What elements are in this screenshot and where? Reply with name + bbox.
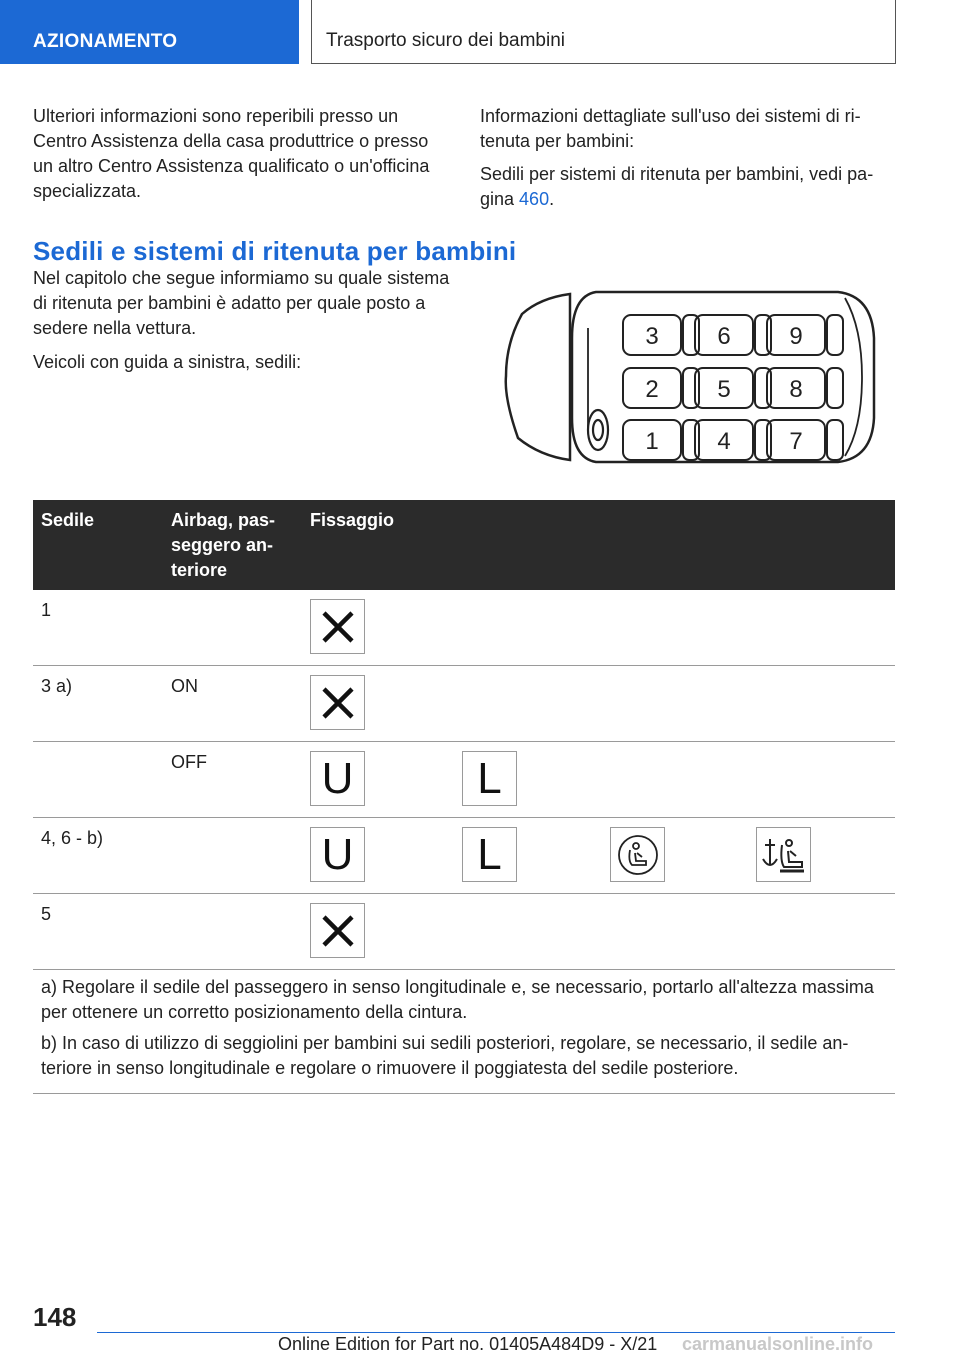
seat-backrest — [755, 315, 771, 355]
table-row — [33, 818, 895, 894]
seat-backrest — [683, 315, 699, 355]
seat-backrest — [755, 420, 771, 460]
footnote-a: a) Regolare il sedile del passeggero in senso longitudinale e, se necessario, portarlo all'altezza massima per ottenere un corretto posizionamento della cintura. — [41, 977, 874, 1022]
intro-paragraph: Nel capitolo che segue informiamo su quale sistema di ritenuta per bambini è adatto per quale posto a sedere nella vettura. — [33, 268, 450, 338]
seat-number: 3 — [645, 323, 659, 350]
seat-number: 7 — [789, 428, 803, 455]
edition-text: Online Edition for Part no. 01405A484D9 - X/21 — [278, 1334, 658, 1354]
header-seat: Sedile — [41, 510, 95, 530]
table-footnotes — [33, 968, 895, 1094]
x-icon — [310, 599, 365, 654]
details-paragraph: Informazioni dettagliate sull'uso dei sistemi di ritenuta per bambini: — [480, 106, 861, 151]
table-header — [33, 500, 895, 590]
right-column — [480, 104, 900, 220]
reference-paragraph — [480, 162, 900, 212]
info-paragraph: Ulteriori informazioni sono reperibili presso un Centro Assistenza della casa produttrice o presso un altro Centro Assistenza qualificato o un'officina specializzata. — [33, 106, 430, 201]
left-column — [33, 104, 443, 212]
seat-number: 1 — [645, 428, 659, 455]
seat-backrest — [827, 315, 843, 355]
header-airbag: Airbag, passeggero anteriore — [171, 510, 276, 580]
section-tab: AZIONAMENTO — [0, 0, 299, 64]
table-row — [33, 894, 895, 970]
seat-backrest — [683, 368, 699, 408]
seat-number: 8 — [789, 376, 803, 403]
l-icon: L — [462, 827, 517, 882]
seat-layout-diagram — [500, 288, 880, 466]
seat-cell: 1 — [41, 600, 52, 620]
table-row — [33, 590, 895, 666]
seat-number: 2 — [645, 376, 659, 403]
page-header — [0, 0, 960, 66]
airbag-cell: ON — [171, 676, 198, 696]
page-link[interactable]: 460 — [519, 189, 550, 209]
seat-number: 5 — [717, 376, 731, 403]
page-number: 148 — [33, 1302, 77, 1332]
seat-cell: 5 — [41, 904, 52, 924]
steering-wheel-icon — [588, 410, 608, 450]
seat-number: 4 — [717, 428, 731, 455]
seat-compatibility-table — [33, 500, 895, 970]
seat-backrest — [683, 420, 699, 460]
header-fixing: Fissaggio — [310, 510, 395, 530]
l-icon: L — [462, 751, 517, 806]
seat-number: 9 — [789, 323, 803, 350]
reference-text: Sedili per sistemi di ritenuta per bambini, vedi pagina — [480, 164, 874, 209]
section-heading: Sedili e sistemi di ritenuta per bambini — [33, 236, 517, 266]
isofix-seat-icon — [610, 827, 665, 882]
x-icon — [310, 675, 365, 730]
anchor-seat-icon — [756, 827, 811, 882]
seat-backrest — [827, 368, 843, 408]
reference-suffix: . — [549, 189, 555, 209]
airbag-cell: OFF — [171, 752, 207, 772]
table-row — [33, 742, 895, 818]
seat-backrest — [827, 420, 843, 460]
watermark: carmanualsonline.info — [682, 1334, 874, 1354]
u-icon: U — [310, 751, 365, 806]
table-row — [33, 666, 895, 742]
footer-divider — [97, 1332, 895, 1333]
u-icon: U — [310, 827, 365, 882]
seat-cell: 4, 6 - b) — [41, 828, 104, 848]
seat-cell: 3 a) — [41, 676, 73, 696]
intro-seats-label: Veicoli con guida a sinistra, sedili: — [33, 352, 302, 372]
footnote-b: b) In caso di utilizzo di seggiolini per bambini sui sedili posteriori, regolare, se necessario, il sedile anteriore in senso longitudinale e regolare o rimuovere il poggiatesta del sedile posteriore. — [41, 1033, 849, 1078]
seat-backrest — [755, 368, 771, 408]
x-icon — [310, 903, 365, 958]
chapter-title: Trasporto sicuro dei bambini — [311, 0, 896, 64]
seat-number: 6 — [717, 323, 731, 350]
section-intro — [33, 266, 453, 384]
